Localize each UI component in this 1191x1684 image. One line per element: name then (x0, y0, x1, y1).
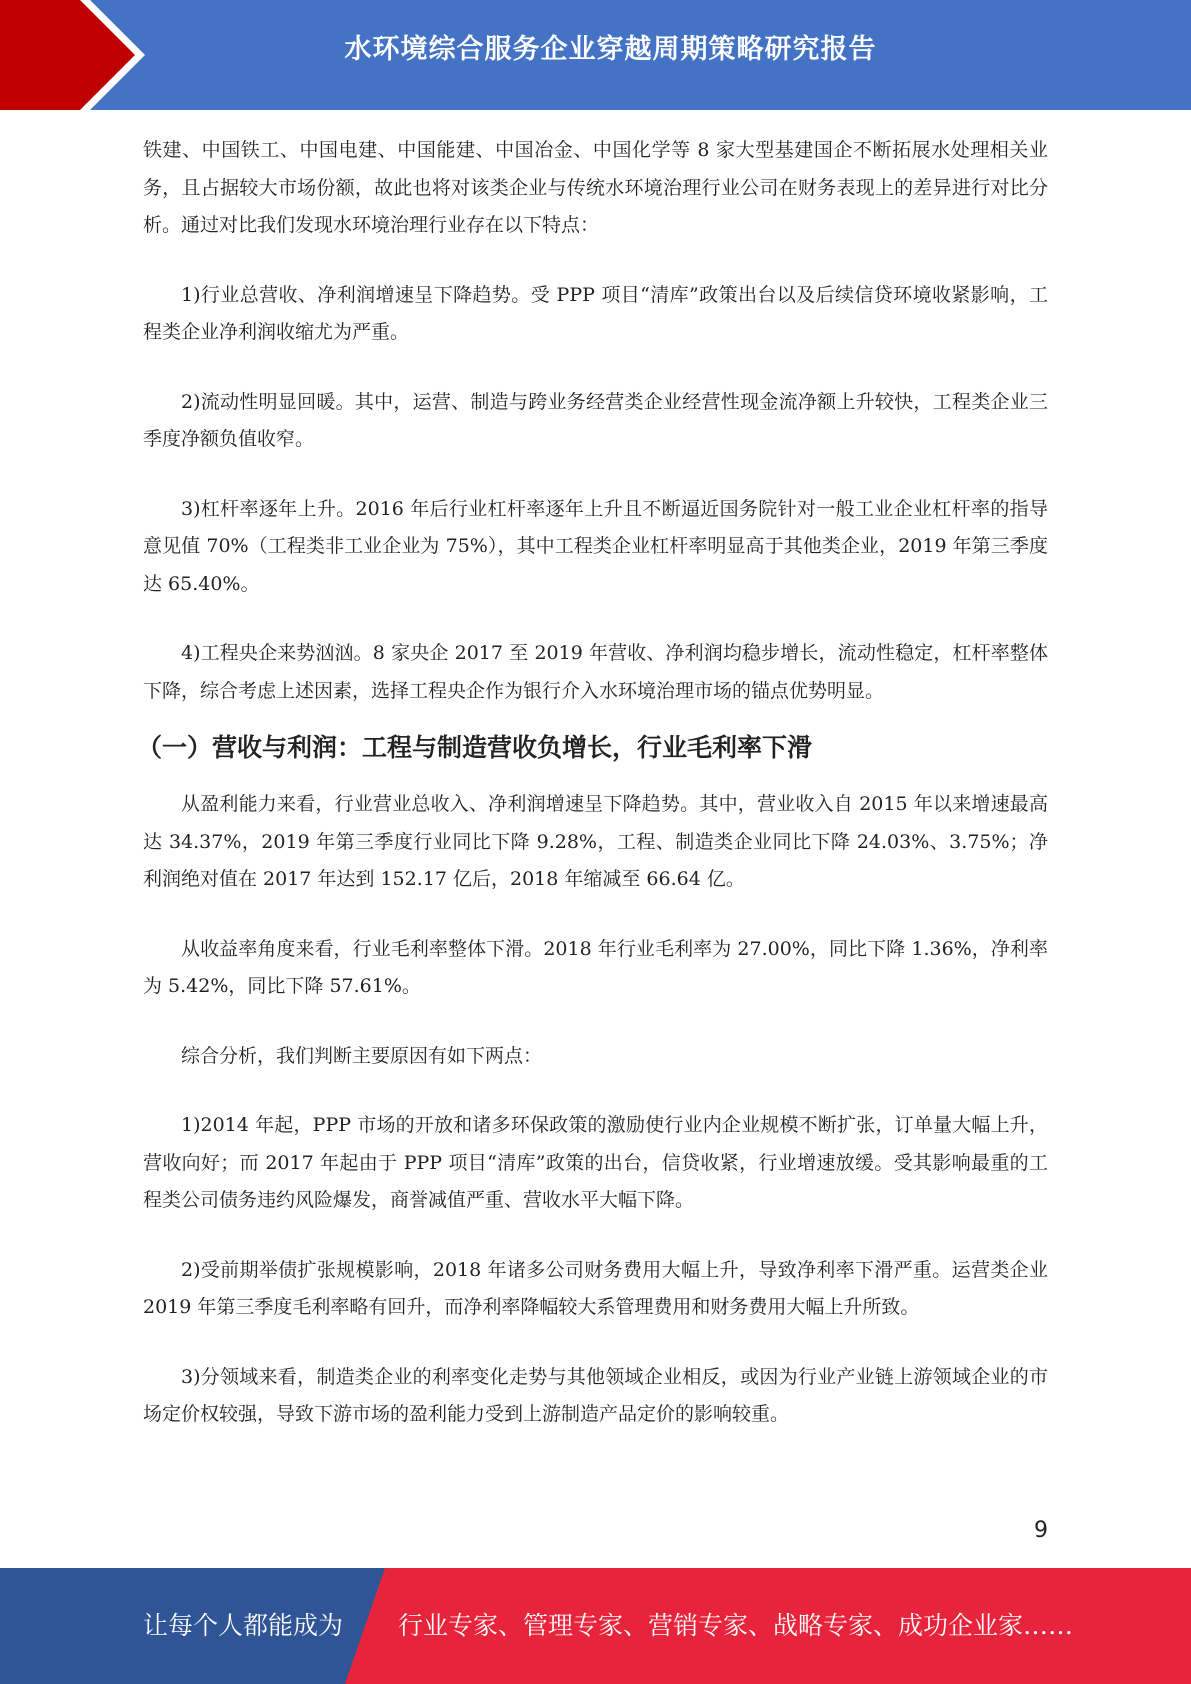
paragraph: 4)工程央企来势汹汹。8 家央企 2017 至 2019 年营收、净利润均稳步增长，流动性稳定，杠杆率整体下降，综合考虑上述因素，选择工程央企作为银行介入水环境治理市场的锚点优势明显。 (143, 642, 1048, 702)
paragraph: 2)流动性明显回暖。其中，运营、制造与跨业务经营类企业经营性现金流净额上升较快，工程类企业三季度净额负值收窄。 (143, 390, 1048, 450)
paragraph: 2)受前期举债扩张规模影响，2018 年诸多公司财务费用大幅上升，导致净利率下滑严重。运营类企业 2019 年第三季度毛利率略有回升，而净利率降幅较大系管理费用和财务费用大幅上升所致。 (143, 1258, 1048, 1318)
footer-slogan-right: 行业专家、管理专家、营销专家、战略专家、成功企业家…… (398, 1611, 1074, 1640)
paragraph: 3)杠杆率逐年上升。2016 年后行业杠杆率逐年上升且不断逼近国务院针对一般工业企业杠杆率的指导意见值 70%（工程类非工业企业为 75%），其中工程类企业杠杆率明显高于其他类企业，2019 年第三季度达 65.40%。 (143, 497, 1048, 595)
paragraph: 综合分析，我们判断主要原因有如下两点： (181, 1044, 543, 1067)
document-body (137, 132, 1048, 1434)
paragraph: 3)分领域来看，制造类企业的利率变化走势与其他领域企业相反，或因为行业产业链上游领域企业的市场定价权较强，导致下游市场的盈利能力受到上游制造产品定价的影响较重。 (143, 1365, 1048, 1425)
paragraph: 从盈利能力来看，行业营业总收入、净利润增速呈下降趋势。其中，营业收入自 2015 年以来增速最高达 34.37%，2019 年第三季度行业同比下降 9.28%，工程、制造类企业同比下降 24.03%、3.75%；净利润绝对值在 2017 年达到 152.17 亿后，2018 年缩减至 66.64 亿。 (143, 793, 1048, 890)
page-number: 9 (1034, 1518, 1048, 1543)
paragraph: 铁建、中国铁工、中国电建、中国能建、中国冶金、中国化学等 8 家大型基建国企不断拓展水处理相关业务，且占据较大市场份额，故此也将对该类企业与传统水环境治理行业公司在财务表现上的差异进行对比分析。通过对比我们发现水环境治理行业存在以下特点： (143, 139, 1048, 236)
section-heading: （一）营收与利润：工程与制造营收负增长，行业毛利率下滑 (137, 733, 813, 762)
page-footer (0, 1568, 1191, 1684)
page-header (0, 0, 1191, 110)
paragraph: 1)2014 年起，PPP 市场的开放和诸多环保政策的激励使行业内企业规模不断扩张，订单量大幅上升，营收向好；而 2017 年起由于 PPP 项目“清库”政策的出台，信贷收紧，行业增速放缓。受其影响最重的工程类公司债务违约风险爆发，商誉减值严重、营收水平大幅下降。 (143, 1114, 1048, 1211)
paragraph: 从收益率角度来看，行业毛利率整体下滑。2018 年行业毛利率为 27.00%，同比下降 1.36%，净利率为 5.42%，同比下降 57.61%。 (143, 937, 1048, 997)
header-title: 水环境综合服务企业穿越周期策略研究报告 (344, 34, 877, 65)
paragraph: 1)行业总营收、净利润增速呈下降趋势。受 PPP 项目“清库”政策出台以及后续信贷环境收紧影响，工程类企业净利润收缩尤为严重。 (143, 283, 1048, 343)
footer-slogan-left: 让每个人都能成为 (143, 1611, 344, 1640)
